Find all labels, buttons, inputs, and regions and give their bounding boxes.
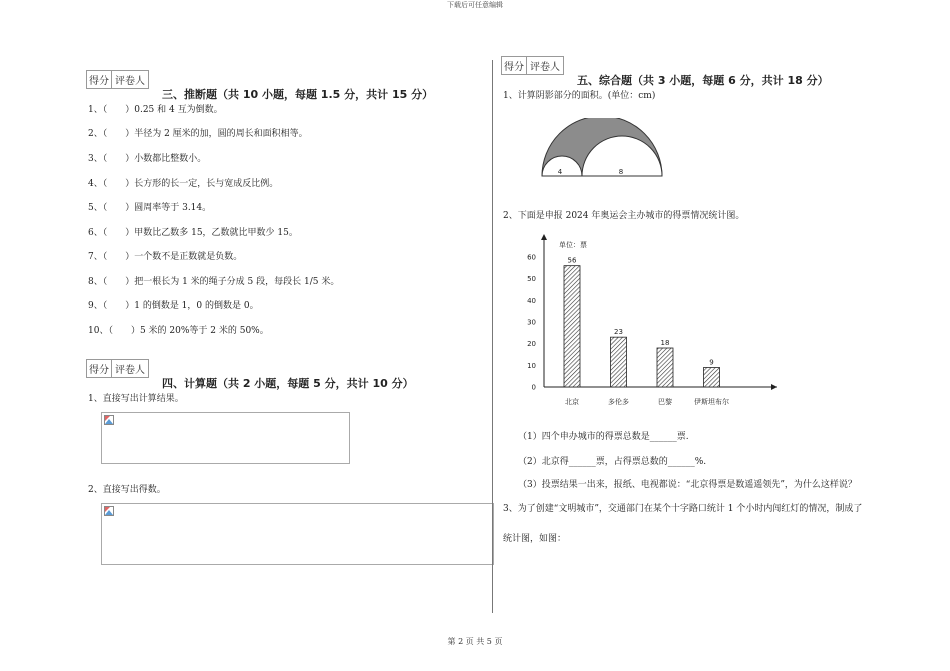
judge-question-10: 10、（ ）5 米的 20%等于 2 米的 50%。 [88, 326, 269, 336]
composite-question-1: 1、计算阴影部分的面积。(单位：cm) [503, 91, 656, 101]
judge-question-4: 4、（ ）长方形的长一定，长与宽成反比例。 [88, 179, 279, 189]
bar-value-label: 18 [660, 339, 670, 347]
calc-question-2: 2、直接写出得数。 [88, 485, 166, 495]
judge-question-1: 1、（ ）0.25 和 4 互为倒数。 [88, 105, 223, 115]
judge-question-9: 9、（ ）1 的倒数是 1，0 的倒数是 0。 [88, 301, 259, 311]
grader-label: 评卷人 [530, 62, 560, 73]
chart-unit-label: 单位：票 [559, 241, 587, 249]
x-category-label: 北京 [565, 398, 579, 406]
header-note: 下载后可任意编辑 [447, 1, 503, 9]
y-tick-label: 10 [527, 361, 536, 370]
chart-subquestion-3: （3）投票结果一出来，报纸、电视都说：“北京得票是数遥遥领先”，为什么这样说？ [518, 480, 857, 490]
bar-value-label: 56 [567, 256, 577, 265]
large-diameter-label: 8 [618, 168, 624, 176]
x-category-label: 伊斯坦布尔 [694, 398, 729, 406]
grader-label: 评卷人 [115, 76, 145, 87]
small-diameter-label: 4 [557, 168, 563, 176]
page-footer: 第 2 页 共 5 页 [447, 637, 503, 646]
y-tick-label: 50 [527, 275, 536, 284]
broken-image-icon [104, 415, 114, 425]
column-divider [492, 60, 493, 613]
score-label: 得分 [87, 71, 112, 88]
grader-label: 评卷人 [115, 365, 145, 376]
score-box [86, 70, 149, 89]
section5-title: 五、综合题（共 3 小题，每题 6 分，共计 18 分） [577, 74, 829, 87]
answer-image-box-2 [101, 503, 494, 565]
bar [704, 368, 720, 388]
section3-title: 三、推断题（共 10 小题，每题 1.5 分，共计 15 分） [162, 88, 434, 101]
judge-question-7: 7、（ ）一个数不是正数就是负数。 [88, 252, 243, 262]
bar [564, 266, 580, 387]
vote-bar-chart [515, 228, 785, 410]
calc-question-1: 1、直接写出计算结果。 [88, 394, 184, 404]
score-label: 得分 [502, 57, 527, 74]
composite-question-2: 2、下面是申报 2024 年奥运会主办城市的得票情况统计图。 [503, 211, 745, 221]
score-box [501, 56, 564, 75]
x-axis-arrow [771, 384, 777, 390]
x-category-label: 巴黎 [658, 398, 672, 406]
section4-title: 四、计算题（共 2 小题，每题 5 分，共计 10 分） [162, 377, 414, 390]
judge-question-2: 2、（ ）半径为 2 厘米的加，圆的周长和面积相等。 [88, 129, 308, 139]
y-tick-label: 30 [527, 318, 536, 327]
y-tick-label: 40 [527, 296, 536, 305]
chart-subquestion-2: （2）北京得______票，占得票总数的______%. [518, 457, 707, 467]
broken-image-icon [104, 506, 114, 516]
composite-question-3-cont: 统计图，如图： [503, 534, 567, 544]
x-category-label: 多伦多 [608, 398, 629, 406]
judge-question-3: 3、（ ）小数都比整数小。 [88, 154, 207, 164]
judge-question-5: 5、（ ）圆周率等于 3.14。 [88, 203, 212, 213]
judge-question-6: 6、（ ）甲数比乙数多 15，乙数就比甲数少 15。 [88, 228, 298, 238]
bar-value-label: 23 [614, 328, 623, 337]
answer-image-box-1 [101, 412, 350, 464]
shaded-semicircle-figure [540, 118, 664, 178]
y-tick-label: 20 [527, 340, 536, 349]
bar-value-label: 9 [709, 358, 714, 367]
chart-subquestion-1: （1）四个申办城市的得票总数是______票. [518, 432, 689, 442]
score-box [86, 359, 149, 378]
bar [611, 337, 627, 387]
bar [657, 348, 673, 387]
y-axis-arrow [541, 234, 547, 240]
y-tick-label: 60 [527, 253, 536, 262]
score-label: 得分 [87, 360, 112, 377]
y-tick-label: 0 [531, 383, 536, 392]
judge-question-8: 8、（ ）把一根长为 1 米的绳子分成 5 段，每段长 1/5 米。 [88, 277, 340, 287]
composite-question-3: 3、为了创建“文明城市”，交通部门在某个十字路口统计 1 个小时内闯红灯的情况，制成了 [503, 504, 863, 514]
